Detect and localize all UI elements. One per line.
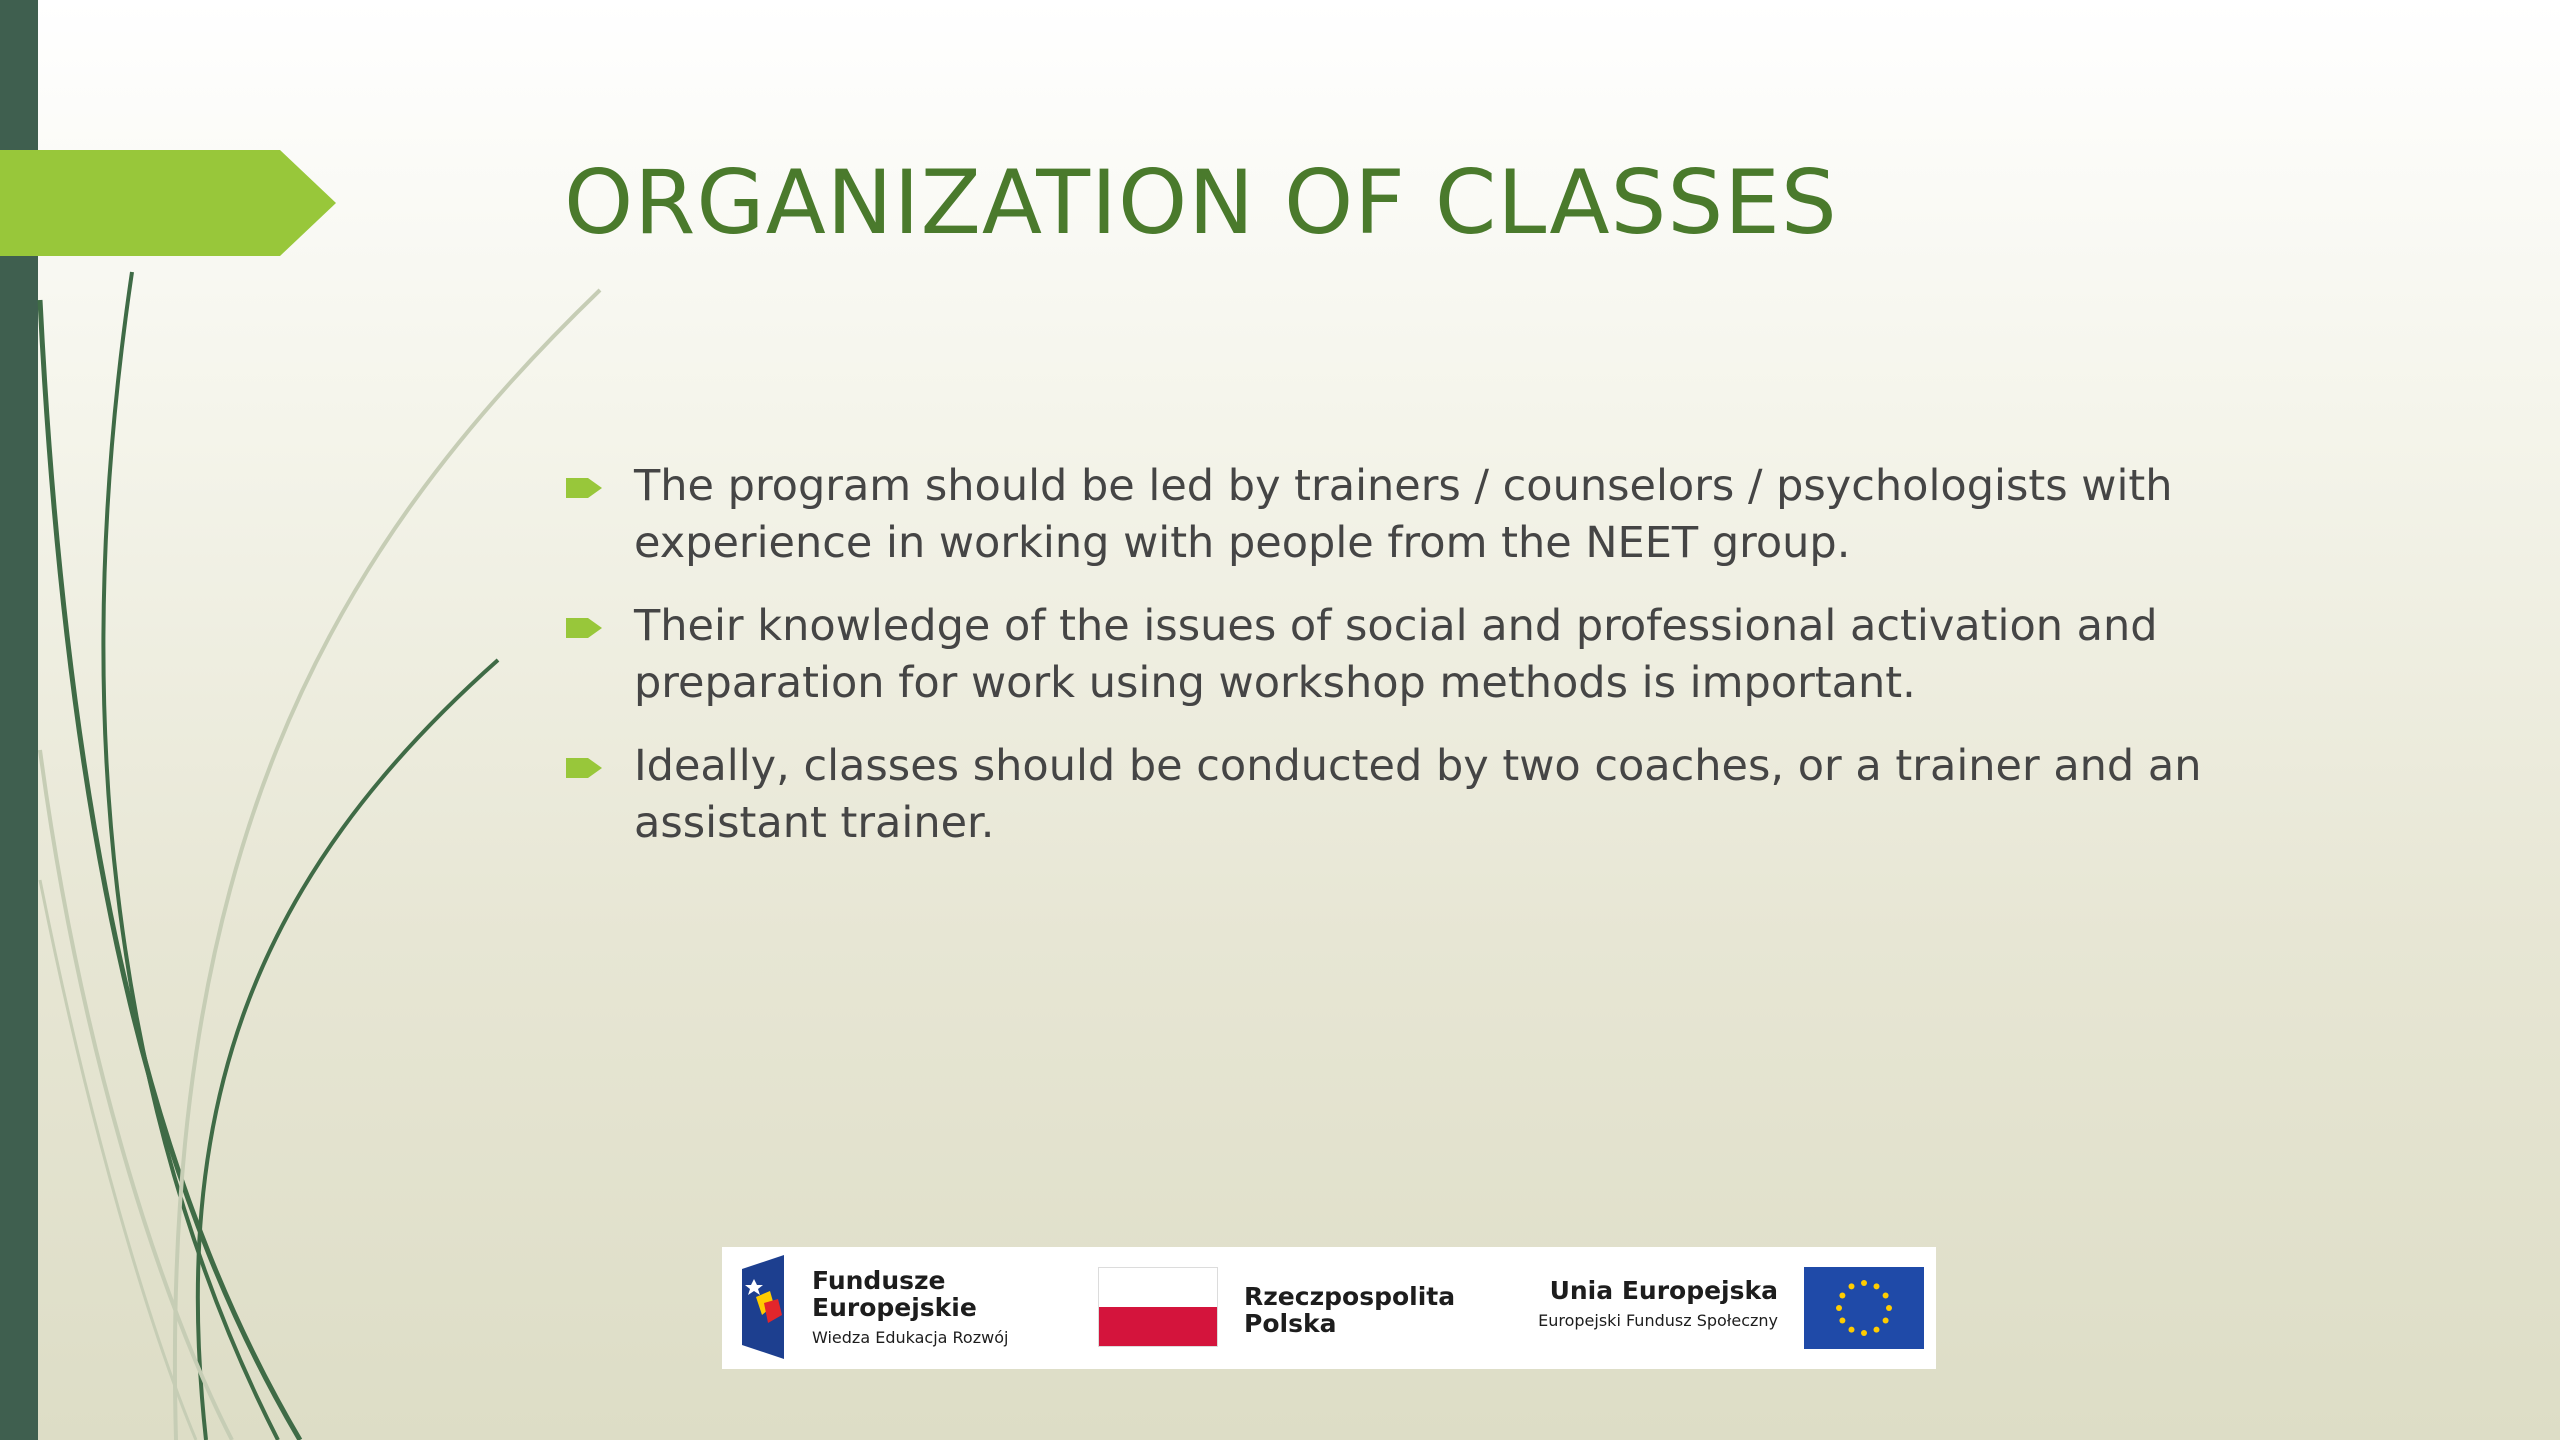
slide-title: ORGANIZATION OF CLASSES: [564, 151, 1838, 254]
fundusze-line1: Fundusze: [812, 1266, 946, 1295]
rzeczpospolita-polska-text: [1244, 1283, 1455, 1337]
fundusze-europejskie-logo-icon: [732, 1255, 794, 1359]
eu-flag-icon: [1804, 1267, 1924, 1349]
bullet-item: [564, 738, 2394, 852]
bullet-text: Their knowledge of the issues of social and professional activation and preparation for work using workshop methods is important.: [634, 601, 2158, 708]
bullet-item: [564, 458, 2394, 572]
bullet-item: [564, 598, 2394, 712]
fundusze-europejskie-text: [812, 1267, 1008, 1349]
rzeczpospolita-line2: Polska: [1244, 1309, 1337, 1338]
arrow-bullet-icon: [566, 478, 602, 498]
unia-title: Unia Europejska: [1549, 1276, 1778, 1305]
funding-logos-strip: [722, 1247, 1936, 1369]
rzeczpospolita-line1: Rzeczpospolita: [1244, 1282, 1456, 1311]
fundusze-line2: Europejskie: [812, 1293, 977, 1322]
title-arrow-shape: [0, 150, 336, 256]
unia-subtitle: Europejski Fundusz Społeczny: [1538, 1311, 1778, 1330]
bullet-text: The program should be led by trainers / counselors / psychologists with experience in working with people from the NEET group.: [634, 461, 2173, 568]
bullet-text: Ideally, classes should be conducted by two coaches, or a trainer and an assistant trainer.: [634, 741, 2202, 848]
fundusze-subtitle: Wiedza Edukacja Rozwój: [812, 1328, 1009, 1347]
unia-europejska-text: [1538, 1277, 1778, 1332]
arrow-bullet-icon: [566, 758, 602, 778]
polish-flag-icon: [1098, 1267, 1218, 1347]
arrow-bullet-icon: [566, 618, 602, 638]
bullet-list: [564, 458, 2394, 878]
